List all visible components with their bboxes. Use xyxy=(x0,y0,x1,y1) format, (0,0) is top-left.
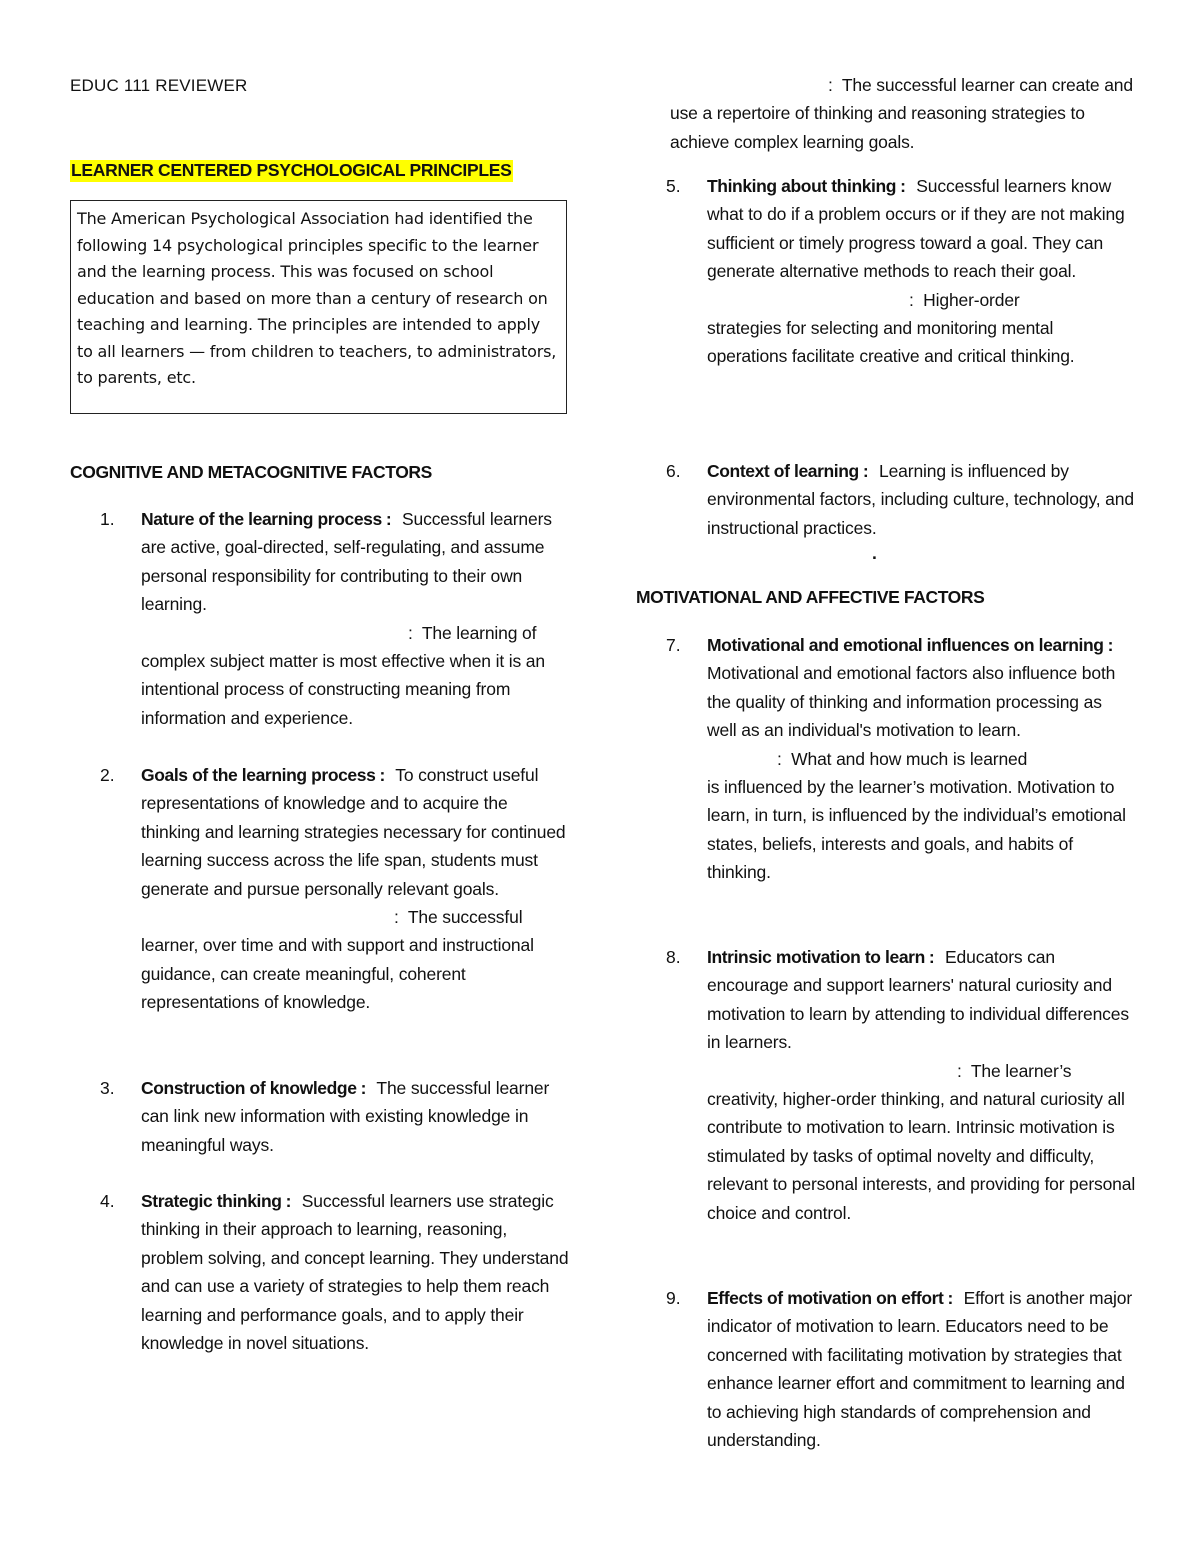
item-number: 1. xyxy=(100,509,115,529)
item-number: 9. xyxy=(666,1288,681,1308)
item-number: 8. xyxy=(666,947,681,967)
item-term: Construction of knowledge xyxy=(141,1078,357,1098)
item-text: To construct useful representations of knowledge and to acquire the thinking and learning strategies necessary for continued learning success across the life span, students must generate and pursue personally relevant goals. xyxy=(141,765,566,899)
list-item-3: 3. Construction of knowledge : The successful learner can link new information with existing knowledge in meaningful ways. xyxy=(70,1074,570,1159)
item-number: 6. xyxy=(666,461,681,481)
list-item-5: 5. Thinking about thinking : Successful learners know what to do if a problem occurs or if they are not making sufficient or timely progress toward a goal. They can generate alternative methods to reach their goal. : Higher-order strategies for selecting and monitoring mental operations facilitate creative and critical thinking. xyxy=(636,172,1136,371)
item-number: 5. xyxy=(666,176,681,196)
item-text: Motivational and emotional factors also influence both the quality of thinking and information processing as well as an individual's motivation to learn. xyxy=(707,663,1116,741)
continued-paragraph: : The successful learner can create and use a repertoire of thinking and reasoning strategies to achieve complex learning goals. xyxy=(670,75,1133,152)
item-text: Effort is another major indicator of motivation to learn. Educators need to be concerned with facilitating motivation by strategies that enhance learner effort and commitment to learning and to achieving high standards of comprehension and understanding. xyxy=(707,1288,1133,1451)
intro-text-box: The American Psychological Association had identified the following 14 psychological principles specific to the learner and the learning process. This was focused on school education and based on more than a century of research on teaching and learning. The principles are intended to apply to all learners — from children to teachers, to administrators, to parents, etc. xyxy=(70,200,567,414)
item-text: Educators can encourage and support learners' natural curiosity and motivation to learn by attending to individual differences in learners. xyxy=(707,947,1129,1053)
list-item-8: 8. Intrinsic motivation to learn : Educators can encourage and support learners' natural curiosity and motivation to learn by attending to individual differences in learners. : The learner’s creativity, higher-order thinking, and natural curiosity all contribute to motivation to learn. Intrinsic motivation is stimulated by tasks of optimal novelty and difficulty, relevant to personal interests, and providing for personal choice and control. xyxy=(636,943,1136,1227)
item-term: Nature of the learning process xyxy=(141,509,382,529)
item-text: Successful learners use strategic thinking in their approach to learning, reasoning, problem solving, and concept learning. They understand and can use a variety of strategies to help them reach learning and performance goals, and to apply their knowledge in novel situations. xyxy=(141,1191,569,1354)
list-item-4: 4. Strategic thinking : Successful learners use strategic thinking in their approach to learning, reasoning, problem solving, and concept learning. They understand and can use a variety of strategies to help them reach learning and performance goals, and to apply their knowledge in novel situations. xyxy=(70,1187,570,1357)
item-text: Successful learners are active, goal-directed, self-regulating, and assume personal responsibility for contributing to their own learning. xyxy=(141,509,552,615)
item-term: Motivational and emotional influences on learning xyxy=(707,635,1104,655)
main-heading-highlighted: LEARNER CENTERED PSYCHOLOGICAL PRINCIPLES xyxy=(71,160,512,180)
item-term: Thinking about thinking xyxy=(707,176,897,196)
section-heading-cognitive: COGNITIVE AND METACOGNITIVE FACTORS xyxy=(70,462,432,482)
item-number: 2. xyxy=(100,765,115,785)
item-number: 3. xyxy=(100,1078,115,1098)
item-number: 7. xyxy=(666,635,681,655)
list-item-6: 6. Context of learning : Learning is influenced by environmental factors, including culture, technology, and instructional practices. xyxy=(636,457,1136,542)
item-term: Effects of motivation on effort xyxy=(707,1288,944,1308)
item-number: 4. xyxy=(100,1191,115,1211)
list-item-2: 2. Goals of the learning process : To construct useful representations of knowledge and to acquire the thinking and learning strategies necessary for continued learning success across the life span, students must generate and pursue personally relevant goals. : The successful learner, over time and with support and instructional guidance, can create meaningful, coherent representations of knowledge. xyxy=(70,761,570,1017)
document-title: EDUC 111 REVIEWER xyxy=(70,76,248,95)
item-term: Intrinsic motivation to learn xyxy=(707,947,925,967)
list-item-1: 1. Nature of the learning process : Successful learners are active, goal-directed, self-regulating, and assume personal responsibility for contributing to their own learning. : The learning of complex subject matter is most effective when it is an intentional process of constructing meaning from information and experience. xyxy=(70,505,570,732)
item-term: Strategic thinking xyxy=(141,1191,282,1211)
section-heading-motivational: MOTIVATIONAL AND AFFECTIVE FACTORS xyxy=(636,587,985,607)
list-item-7: 7. Motivational and emotional influences on learning : Motivational and emotional factors also influence both the quality of thinking and information processing as well as an individual's motivation to learn. : What and how much is learned is influenced by the learner’s motivation. Motivation to learn, in turn, is influenced by the individual’s emotional states, beliefs, interests and goals, and habits of thinking. xyxy=(636,631,1136,887)
item-term: Goals of the learning process xyxy=(141,765,376,785)
item-term: Context of learning xyxy=(707,461,859,481)
stray-dot: . xyxy=(872,543,877,563)
item-text: The successful learner can link new information with existing knowledge in meaningful ways. xyxy=(141,1078,550,1155)
list-item-9: 9. Effects of motivation on effort : Effort is another major indicator of motivation to learn. Educators need to be concerned with facilitating motivation by strategies that enhance learner effort and commitment to learning and to achieving high standards of comprehension and understanding. xyxy=(636,1284,1136,1454)
item-text: Learning is influenced by environmental factors, including culture, technology, and instructional practices. xyxy=(707,461,1134,538)
item-text: Successful learners know what to do if a problem occurs or if they are not making sufficient or timely progress toward a goal. They can generate alternative methods to reach their goal. xyxy=(707,176,1125,282)
